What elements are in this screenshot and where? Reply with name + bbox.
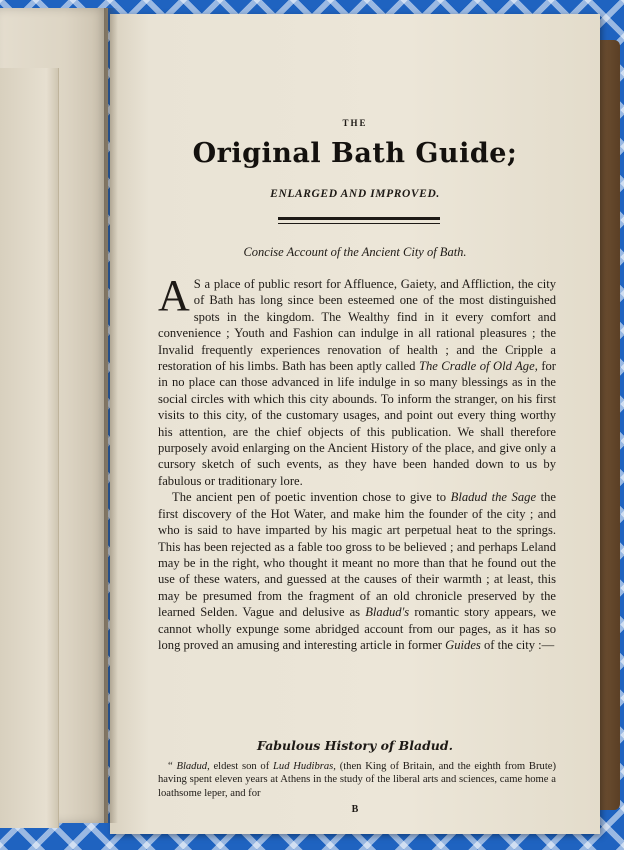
paragraph-2-italic-3: Guides xyxy=(445,637,481,652)
paragraph-2-italic-1: Bladud the Sage xyxy=(450,490,537,505)
spine-shadow xyxy=(104,8,118,823)
paragraph-1-text-b: , for in no place can those advanced in life indulge in so many blessings as in the social circles with which this city abounds. To inform the stranger, on his first visits to this city, of the customary usages, and point out every thing worthy his attention, are the chief objects of this publication. We shall therefore purposely avoid enlarging on the Ancient History of the place, and give only a cursory sketch of such events, as they have been handed down to us by fabulous or traditionary lore. xyxy=(158,359,556,488)
paragraph-2-text-d: of the city :— xyxy=(480,637,555,652)
body-text xyxy=(158,271,556,653)
book-subtitle: ENLARGED AND IMPROVED. xyxy=(270,188,440,200)
paragraph-2-text-b: the first discovery of the Hot Water, and make him the founder of the city ; and who is said to have imparted by his magic art perpetual heat to the springs. This has been rejected as a fable too gross to be believed ; and perhaps Leland may be in the right, who thought it meant no more than that he found out the use of these waters, and guessed at the causes of their warmth ; at least, this may be presumed from the fragment of an old chronicle preserved by the learned Selden. Vague and delusive as xyxy=(158,490,556,620)
paragraph-1-text-a: S a place of public resort for Affluence, Gaiety, and Affliction, the city of Bath has long since been esteemed one of the most distinguished spots in the kingdom. The Wealthy find in it every comfort and convenience ; Youth and Fashion can indulge in all rational pleasures ; the Invalid frequently experiences renovation of health ; and the Cripple a restoration of his limbs. Bath has been aptly called xyxy=(158,277,556,374)
paragraph-1 xyxy=(158,271,556,489)
title-rule-thick xyxy=(278,217,440,220)
book-page xyxy=(110,14,600,834)
pre-title: THE xyxy=(342,118,368,128)
paragraph-2 xyxy=(158,489,556,653)
book-title: Original Bath Guide; xyxy=(192,138,518,169)
paragraph-2-italic-2: Bladud's xyxy=(365,605,410,620)
quote-text-a: , eldest son of xyxy=(207,761,274,772)
quote-italic-1: Bladud xyxy=(176,761,208,772)
paragraph-2-text-a: The ancient pen of poetic invention chose to give to xyxy=(172,490,451,505)
history-heading: Fabulous History of Bladud. xyxy=(257,738,453,753)
left-page-inner-leaf xyxy=(0,68,59,828)
paragraph-1-italic: The Cradle of Old Age xyxy=(418,359,535,374)
signature-mark: B xyxy=(351,804,359,815)
section-title: Concise Account of the Ancient City of Bath. xyxy=(243,245,467,259)
paragraph-2-text-c: romantic story appears, we cannot wholly expunge some abridged account from our pages, as it has so long proved an amusing and interesting article in former xyxy=(158,605,556,652)
title-rule-thin xyxy=(278,223,440,224)
drop-cap: A xyxy=(158,271,190,320)
quote-italic-2: Lud Hudibras xyxy=(273,761,334,772)
quote-open: “ xyxy=(168,761,177,772)
quote-text-b: , (then King of Britain, and the eighth from Brute) having spent eleven years at Athens in the study of the liberal arts and sciences, came home a loathsome leper, and for xyxy=(158,761,556,799)
history-quote xyxy=(158,760,556,800)
left-page-leaf xyxy=(0,8,108,823)
